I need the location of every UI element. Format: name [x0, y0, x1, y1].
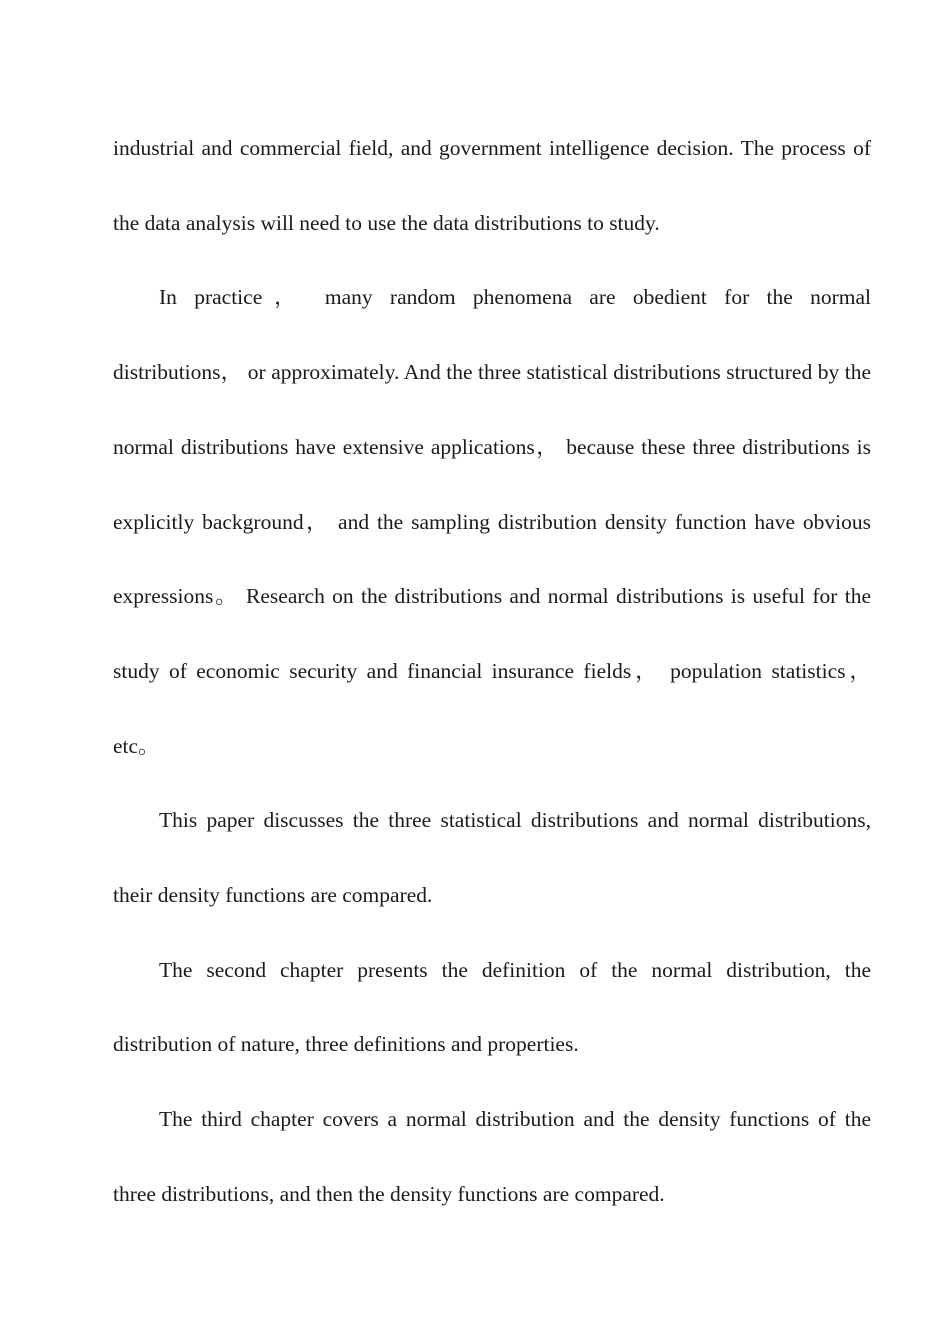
paragraph-second-chapter: The second chapter presents the definition of the normal distribution, the distribution of nature, three definitions and properties. — [113, 957, 871, 1057]
paragraph-intro-continuation: industrial and commercial field, and government intelligence decision. The process of the data analysis will need to use the data distributions to study. — [113, 136, 871, 235]
paragraph-normal-distribution-applications: In practice， many random phenomena are obedient for the normal distributions， or approximately. And the three statistical distributions structured by the normal distributions have extensive applications， because these three distributions is explicitly background， and the sampling distribution density function have obvious expressions。 Research on the distributions and normal distributions is useful for the study of economic security and financial insurance fields， population statistics， etc。 — [113, 285, 871, 758]
document-body — [113, 111, 871, 1232]
paragraph-third-chapter: The third chapter covers a normal distribution and the density functions of the three distributions, and then the density functions are compared. — [113, 1107, 871, 1206]
paragraph-paper-scope: This paper discusses the three statistical distributions and normal distributions, their density functions are compared. — [113, 808, 871, 908]
